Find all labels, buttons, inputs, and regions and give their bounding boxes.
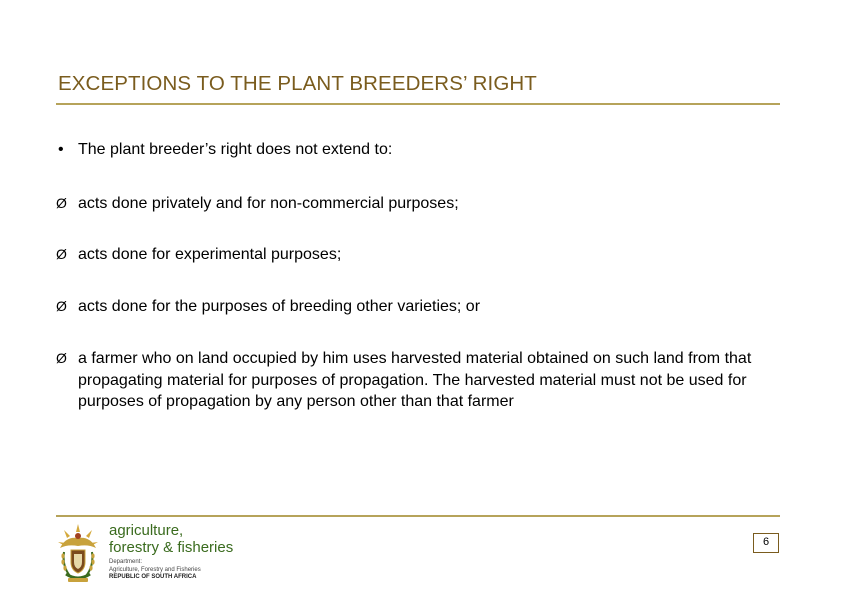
arrow-bullet-icon: Ø: [56, 298, 67, 314]
logo-sub-line-1: Department:: [109, 559, 143, 565]
bullet-icon: •: [58, 141, 64, 158]
logo-name-line-1: agriculture,: [109, 522, 184, 539]
title-divider: [56, 103, 780, 105]
exception-item-3: [56, 296, 766, 318]
logo-sub-line-2: Agriculture, Forestry and Fisheries: [109, 566, 201, 573]
intro-text: The plant breeder’s right does not extend to:: [78, 141, 393, 158]
exception-item-1: [56, 193, 766, 215]
logo-sub-line-3: REPUBLIC OF SOUTH AFRICA: [109, 574, 197, 580]
coat-of-arms-icon: [56, 522, 100, 584]
footer-divider: [56, 515, 780, 517]
logo-wordmark: [109, 522, 233, 556]
arrow-bullet-icon: Ø: [56, 246, 67, 262]
exception-text: acts done privately and for non-commercial purposes;: [78, 195, 459, 212]
exception-text: acts done for the purposes of breeding other varieties; or: [78, 298, 481, 315]
exception-item-4: [56, 348, 766, 413]
arrow-bullet-icon: Ø: [56, 350, 67, 366]
exception-text: acts done for experimental purposes;: [78, 246, 342, 263]
page-number: 6: [753, 533, 779, 553]
logo-department-text: [109, 559, 201, 582]
arrow-bullet-icon: Ø: [56, 195, 67, 211]
department-logo: [56, 522, 246, 586]
slide-title: EXCEPTIONS TO THE PLANT BREEDERS’ RIGHT: [58, 72, 537, 95]
intro-line: [58, 141, 392, 159]
logo-name-line-2: forestry & fisheries: [109, 539, 234, 556]
exception-item-2: [56, 244, 766, 266]
exception-text: a farmer who on land occupied by him uses harvested material obtained on such land from that propagating material for purposes of propagation. The harvested material must not be used for purposes of propagation by any person other than that farmer: [78, 350, 752, 410]
